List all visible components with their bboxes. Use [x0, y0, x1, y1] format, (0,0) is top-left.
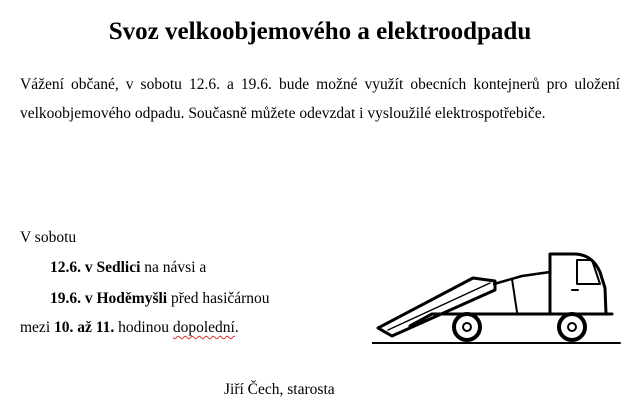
schedule-item-sedlice — [50, 258, 206, 278]
schedule-item-hodemysl — [50, 289, 270, 309]
hydraulic-arm — [494, 272, 550, 284]
schedule-date-place: 12.6. v Sedlici — [50, 259, 141, 276]
schedule-location: před hasičárnou — [167, 290, 270, 307]
schedule-heading: V sobotu — [20, 229, 77, 246]
schedule-date-place: 19.6. v Hoděmyšli — [50, 290, 168, 307]
schedule-location: na návsi a — [140, 259, 207, 276]
time-middle: hodinou — [114, 319, 173, 336]
schedule-time — [20, 318, 239, 338]
rear-wheel — [454, 314, 480, 340]
front-wheel — [559, 314, 585, 340]
time-spelled-word: dopolední — [172, 319, 235, 336]
intro-paragraph: Vážení občané, v sobotu 12.6. a 19.6. bude možné využít obecních kontejnerů pro uložení velkoobjemového odpadu. Současně můžete odevzdat i vysloužilé elektrospotřebiče. — [20, 76, 620, 122]
time-prefix: mezi — [20, 319, 54, 336]
document-title: Svoz velkoobjemového a elektroodpadu — [108, 18, 532, 45]
time-hours: 10. až 11. — [54, 319, 115, 336]
hydraulic-piston — [512, 279, 517, 312]
signature: Jiří Čech, starosta — [224, 381, 335, 398]
time-suffix: . — [234, 319, 239, 336]
dump-truck-illustration — [372, 232, 622, 350]
